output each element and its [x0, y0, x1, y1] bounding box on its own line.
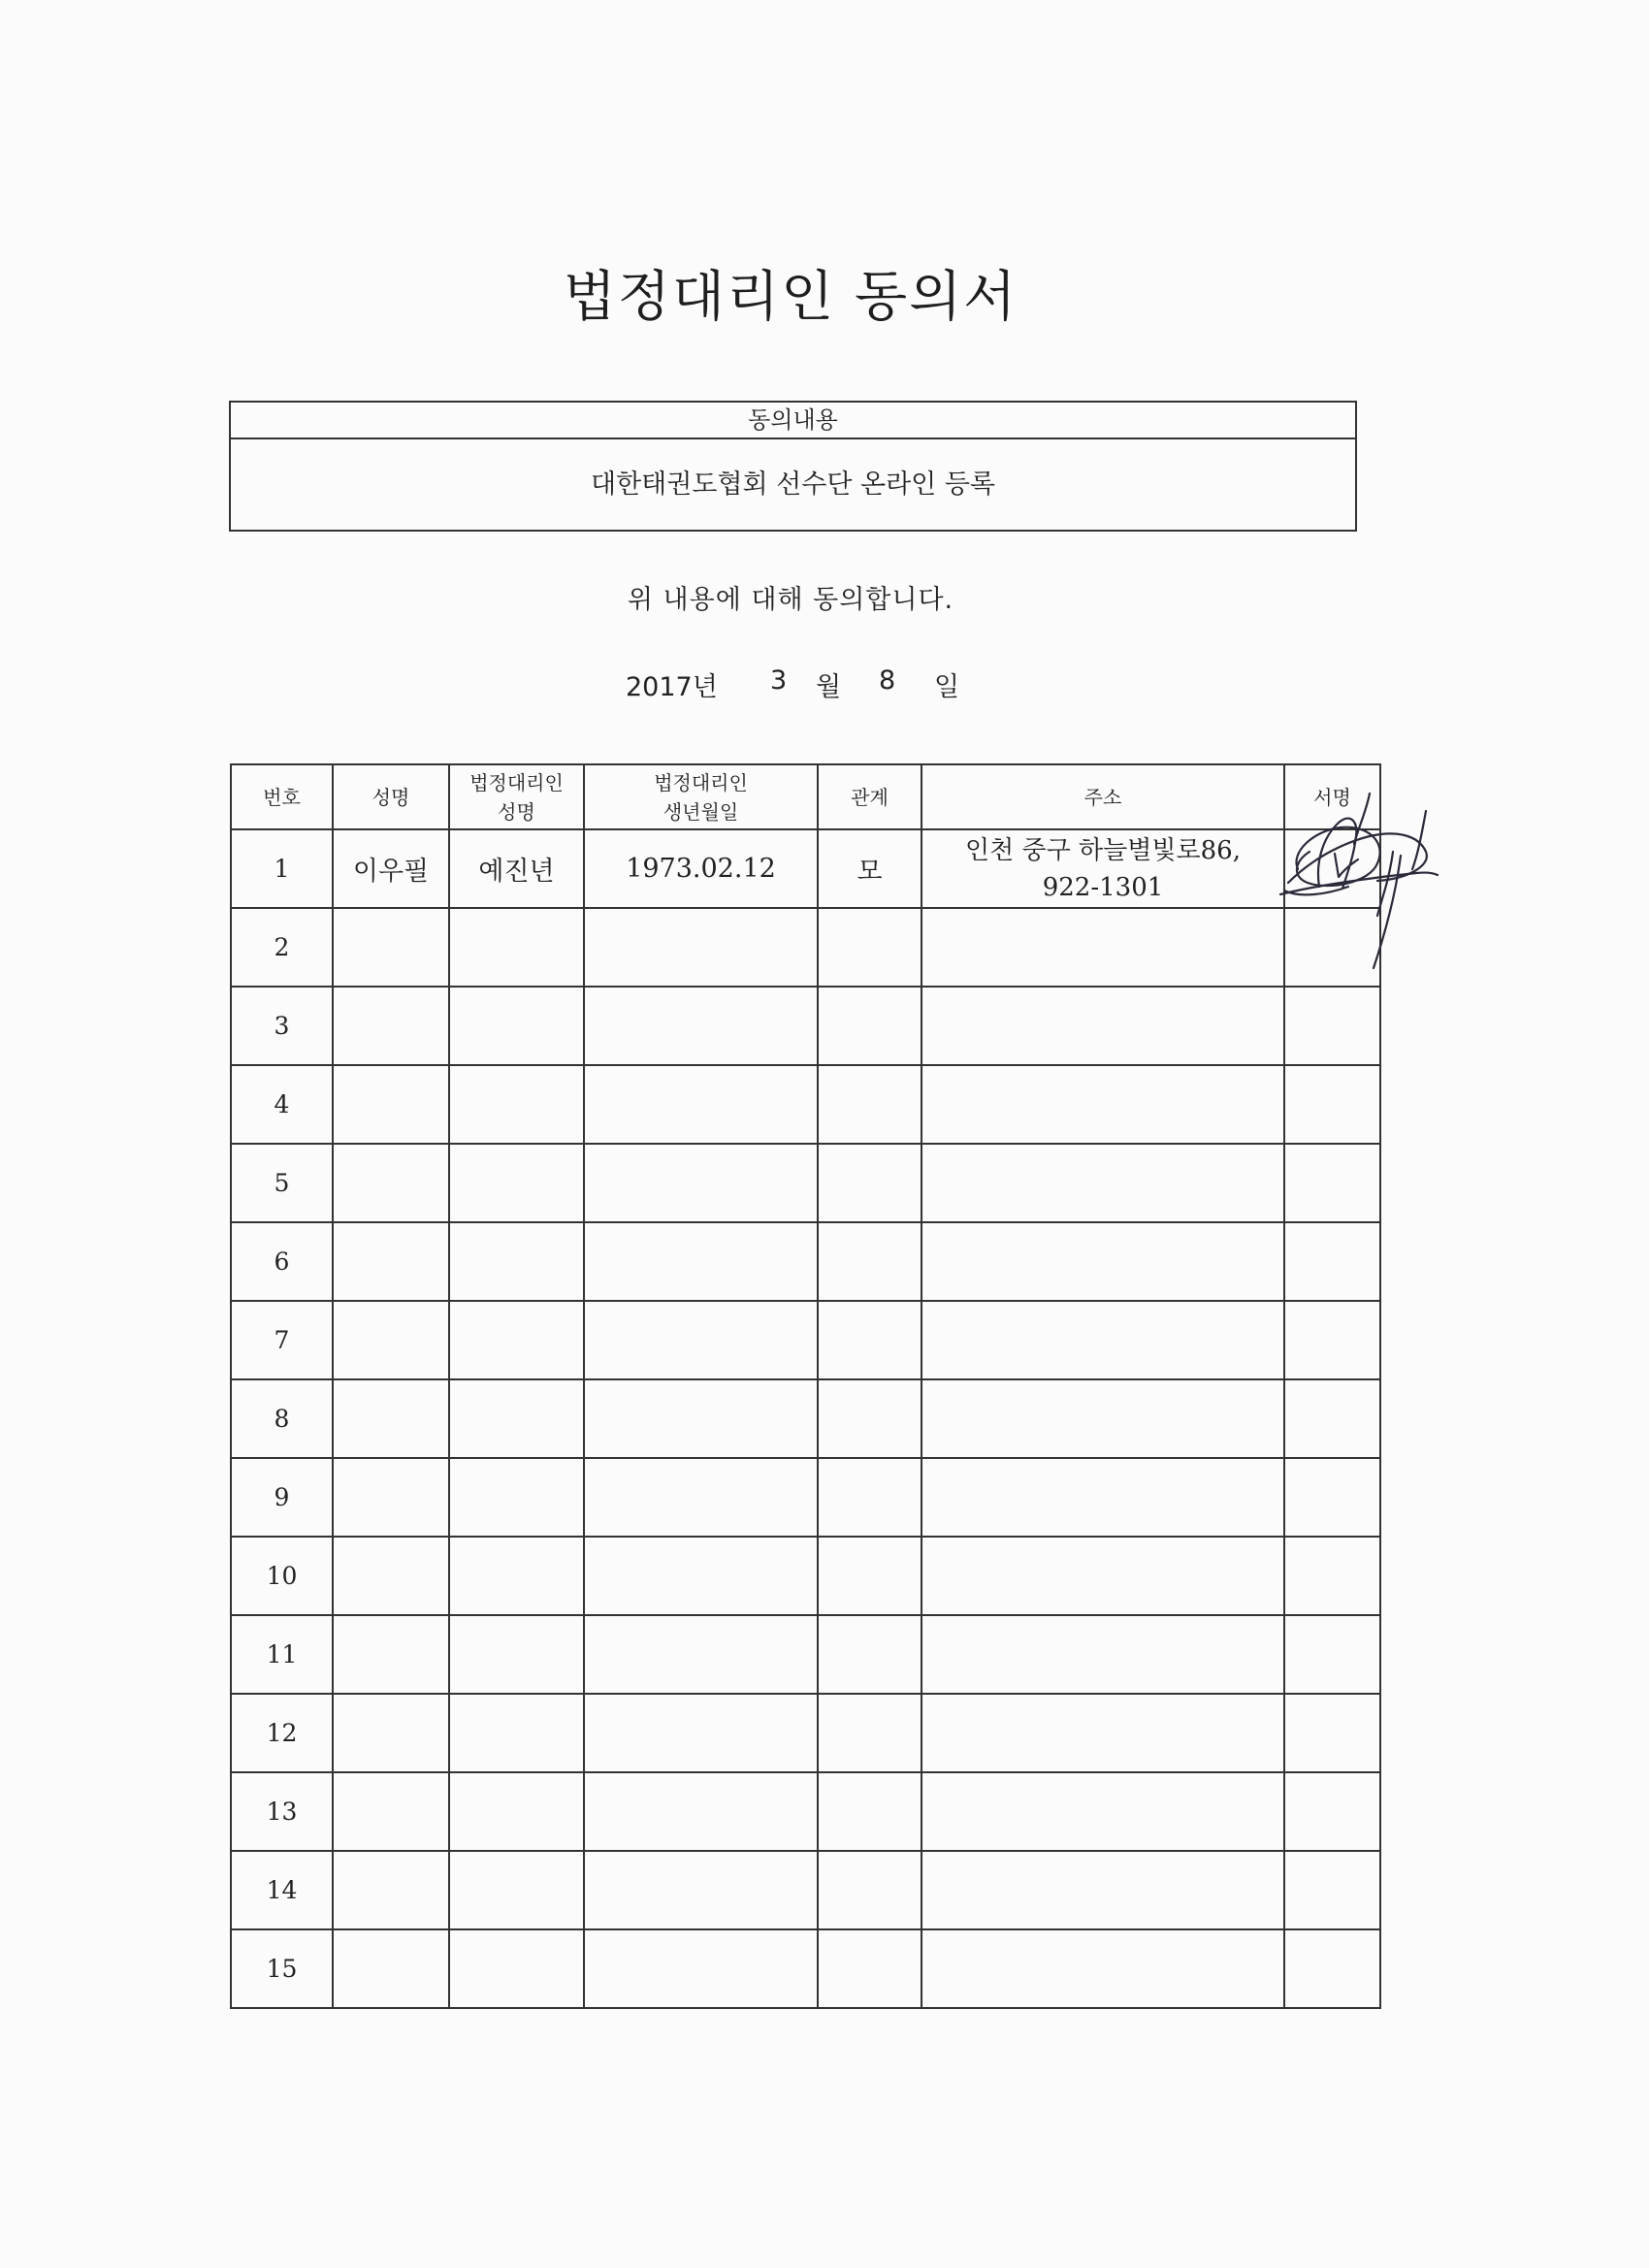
cell-number: 15 — [231, 1929, 333, 2008]
cell-guardian-name — [449, 1929, 584, 2008]
date-year: 2017년 — [626, 672, 718, 702]
cell-signature — [1284, 1694, 1380, 1772]
cell-number: 10 — [231, 1537, 333, 1615]
cell-number: 3 — [231, 987, 333, 1065]
header-row — [231, 764, 1380, 829]
cell-name — [333, 1537, 449, 1615]
cell-address — [922, 1851, 1284, 1929]
cell-name — [333, 1929, 449, 2008]
consent-body: 대한태권도협회 선수단 온라인 등록 — [591, 470, 995, 500]
date-day: 8 — [879, 665, 896, 696]
header-address: 주소 — [922, 764, 1284, 829]
header-guardian-name — [449, 764, 584, 829]
cell-signature — [1284, 1772, 1380, 1851]
cell-name — [333, 1851, 449, 1929]
cell-relation — [818, 1851, 922, 1929]
cell-address — [922, 908, 1284, 987]
cell-name — [333, 1301, 449, 1379]
cell-relation — [818, 1537, 922, 1615]
cell-address — [922, 1929, 1284, 2008]
handwritten-signature — [1280, 794, 1445, 988]
cell-address — [922, 829, 1284, 908]
cell-guardian-birth — [584, 1851, 818, 1929]
header-number: 번호 — [231, 764, 333, 829]
table-row — [231, 1144, 1380, 1222]
cell-relation — [818, 1615, 922, 1694]
cell-relation — [818, 987, 922, 1065]
guardian-table — [230, 763, 1381, 2009]
cell-relation — [818, 1379, 922, 1458]
cell-number: 9 — [231, 1458, 333, 1537]
cell-relation — [818, 1065, 922, 1144]
cell-guardian-birth — [584, 1144, 818, 1222]
cell-signature — [1284, 1851, 1380, 1929]
cell-relation — [818, 1222, 922, 1301]
cell-name: 이우필 — [333, 829, 449, 908]
cell-guardian-name — [449, 1772, 584, 1851]
header-name: 성명 — [333, 764, 449, 829]
cell-number: 1 — [231, 829, 333, 908]
table-row — [231, 1615, 1380, 1694]
table-row — [231, 908, 1380, 987]
cell-guardian-name — [449, 1851, 584, 1929]
header-relation: 관계 — [818, 764, 922, 829]
cell-signature — [1284, 1458, 1380, 1537]
cell-name — [333, 1379, 449, 1458]
cell-guardian-birth — [584, 1694, 818, 1772]
cell-name — [333, 1694, 449, 1772]
cell-guardian-birth — [584, 1301, 818, 1379]
date-month: 3 — [770, 665, 788, 696]
consent-header: 동의내용 — [231, 403, 1355, 439]
cell-number: 6 — [231, 1222, 333, 1301]
agree-statement: 위 내용에 대해 동의합니다. — [627, 585, 954, 615]
cell-address — [922, 1144, 1284, 1222]
cell-guardian-name: 예진년 — [449, 829, 584, 908]
table-row — [231, 1694, 1380, 1772]
cell-signature — [1284, 1065, 1380, 1144]
table-row — [231, 1301, 1380, 1379]
cell-signature — [1284, 1537, 1380, 1615]
cell-address — [922, 987, 1284, 1065]
cell-guardian-birth — [584, 1537, 818, 1615]
cell-number: 2 — [231, 908, 333, 987]
cell-guardian-birth — [584, 987, 818, 1065]
cell-guardian-name — [449, 1537, 584, 1615]
cell-address — [922, 1694, 1284, 1772]
date-month-unit: 월 — [816, 672, 842, 702]
cell-number: 7 — [231, 1301, 333, 1379]
table-row — [231, 1458, 1380, 1537]
cell-relation — [818, 1144, 922, 1222]
cell-guardian-birth — [584, 1615, 818, 1694]
cell-number: 12 — [231, 1694, 333, 1772]
cell-relation — [818, 908, 922, 987]
cell-name — [333, 908, 449, 987]
table-row — [231, 987, 1380, 1065]
cell-guardian-name — [449, 1065, 584, 1144]
cell-guardian-birth — [584, 1458, 818, 1537]
cell-guardian-name — [449, 1694, 584, 1772]
cell-number: 5 — [231, 1144, 333, 1222]
cell-name — [333, 1458, 449, 1537]
cell-relation — [818, 1929, 922, 2008]
cell-guardian-name — [449, 1615, 584, 1694]
cell-signature — [1284, 1301, 1380, 1379]
cell-guardian-birth — [584, 1772, 818, 1851]
cell-address — [922, 1301, 1284, 1379]
cell-guardian-name — [449, 987, 584, 1065]
table-row — [231, 1929, 1380, 2008]
cell-guardian-name — [449, 908, 584, 987]
cell-address — [922, 1537, 1284, 1615]
header-guardian-birth-line1: 법정대리인 — [654, 770, 748, 794]
cell-relation — [818, 1301, 922, 1379]
cell-guardian-birth — [584, 1379, 818, 1458]
cell-signature — [1284, 987, 1380, 1065]
cell-address-line2: 922-1301 — [1042, 872, 1164, 902]
page-title: 법정대리인 동의서 — [563, 266, 1018, 329]
cell-name — [333, 1144, 449, 1222]
header-guardian-name-line1: 법정대리인 — [469, 770, 564, 794]
table-row — [231, 1222, 1380, 1301]
cell-relation: 모 — [818, 829, 922, 908]
table-row — [231, 1772, 1380, 1851]
table-row — [231, 1379, 1380, 1458]
header-signature: 서명 — [1284, 764, 1380, 829]
cell-address — [922, 1065, 1284, 1144]
header-guardian-name-line2: 성명 — [498, 799, 535, 824]
date-day-unit: 일 — [934, 672, 960, 702]
cell-number: 8 — [231, 1379, 333, 1458]
cell-number: 4 — [231, 1065, 333, 1144]
table-row — [231, 1851, 1380, 1929]
cell-address — [922, 1379, 1284, 1458]
cell-name — [333, 1065, 449, 1144]
cell-number: 14 — [231, 1851, 333, 1929]
cell-number: 11 — [231, 1615, 333, 1694]
cell-name — [333, 1615, 449, 1694]
cell-address — [922, 1222, 1284, 1301]
cell-address — [922, 1458, 1284, 1537]
cell-number: 13 — [231, 1772, 333, 1851]
cell-guardian-birth — [584, 908, 818, 987]
cell-guardian-name — [449, 1379, 584, 1458]
header-guardian-birth — [584, 764, 818, 829]
cell-signature — [1284, 1379, 1380, 1458]
cell-guardian-birth: 1973.02.12 — [584, 829, 818, 908]
table-row — [231, 829, 1380, 908]
cell-guardian-birth — [584, 1929, 818, 2008]
cell-signature — [1284, 1615, 1380, 1694]
cell-name — [333, 987, 449, 1065]
cell-address — [922, 1772, 1284, 1851]
cell-signature — [1284, 1929, 1380, 2008]
table-row — [231, 1065, 1380, 1144]
cell-relation — [818, 1772, 922, 1851]
cell-name — [333, 1222, 449, 1301]
cell-guardian-name — [449, 1144, 584, 1222]
cell-signature — [1284, 1144, 1380, 1222]
consent-box — [229, 401, 1357, 532]
cell-guardian-birth — [584, 1065, 818, 1144]
table-row — [231, 1537, 1380, 1615]
cell-guardian-birth — [584, 1222, 818, 1301]
cell-address-line1: 인천 중구 하늘별빛로86, — [965, 835, 1241, 865]
cell-relation — [818, 1694, 922, 1772]
cell-guardian-name — [449, 1458, 584, 1537]
date-line — [0, 665, 1649, 704]
cell-name — [333, 1772, 449, 1851]
cell-relation — [818, 1458, 922, 1537]
header-guardian-birth-line2: 생년월일 — [663, 799, 739, 824]
cell-signature — [1284, 1222, 1380, 1301]
cell-guardian-name — [449, 1301, 584, 1379]
cell-guardian-name — [449, 1222, 584, 1301]
cell-address — [922, 1615, 1284, 1694]
